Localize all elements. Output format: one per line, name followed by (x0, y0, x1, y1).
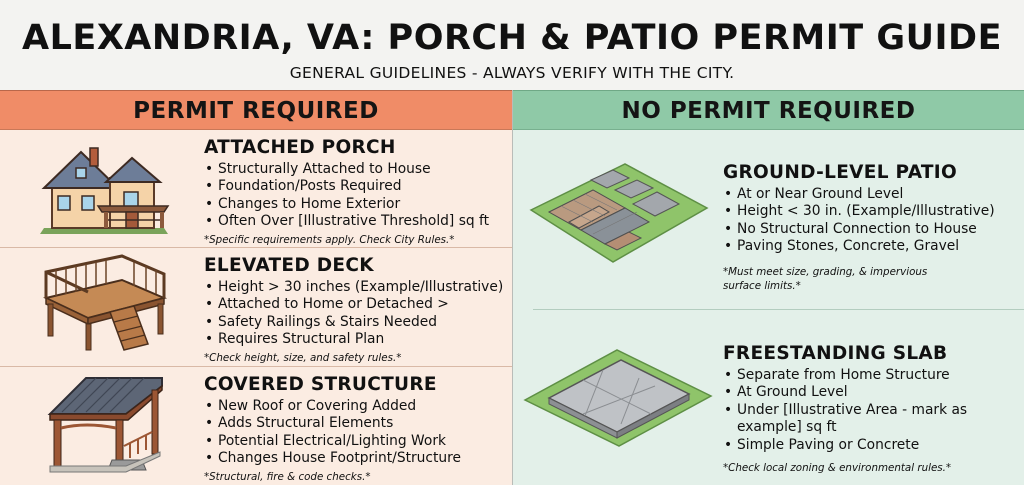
section-title: COVERED STRUCTURE (204, 374, 437, 395)
section-divider (0, 247, 512, 248)
list-item: • Attached to Home or Detached > (204, 296, 503, 313)
list-item: • Safety Railings & Stairs Needed (204, 314, 503, 331)
section-title: GROUND-LEVEL PATIO (723, 162, 958, 183)
concrete-slab-icon (523, 348, 713, 453)
list-item: • New Roof or Covering Added (204, 398, 461, 415)
list-item: • Height < 30 in. (Example/Illustrative) (723, 203, 995, 220)
section-divider (0, 366, 512, 367)
list-item: • Changes to Home Exterior (204, 196, 489, 213)
section-ground-level-patio (723, 162, 995, 293)
no-permit-heading: NO PERMIT REQUIRED (621, 98, 916, 124)
bullet-list (723, 367, 967, 454)
list-item: • Requires Structural Plan (204, 331, 503, 348)
section-divider (533, 309, 1024, 310)
permit-required-banner (0, 90, 512, 130)
permit-required-column (0, 90, 512, 485)
covered-pergola-icon (46, 374, 166, 479)
list-item: • Adds Structural Elements (204, 415, 461, 432)
paver-patio-icon (529, 156, 709, 281)
section-attached-porch (204, 137, 489, 247)
list-item: • No Structural Connection to House (723, 221, 995, 238)
list-item: • At or Near Ground Level (723, 186, 995, 203)
section-title: FREESTANDING SLAB (723, 343, 948, 364)
house-porch-icon (38, 140, 170, 243)
list-item: example] sq ft (737, 419, 837, 436)
list-item: • Changes House Footprint/Structure (204, 450, 461, 467)
section-note: *Specific requirements apply. Check City Rules.* (204, 233, 455, 246)
section-note-line: *Must meet size, grading, & impervious (723, 265, 928, 278)
bullet-list (723, 186, 995, 256)
section-note (723, 265, 995, 293)
no-permit-required-column (513, 90, 1024, 485)
list-item: • Often Over [Illustrative Threshold] sq ft (204, 213, 489, 230)
elevated-deck-icon (40, 254, 168, 359)
bullet-list (204, 161, 489, 231)
section-note: *Structural, fire & code checks.* (204, 470, 371, 483)
section-elevated-deck-content (204, 255, 503, 365)
list-item: • Under [Illustrative Area - mark as (723, 402, 967, 419)
bullet-list (204, 398, 461, 468)
list-item: • Structurally Attached to House (204, 161, 489, 178)
page-header (0, 0, 1024, 90)
list-item: • At Ground Level (723, 384, 967, 401)
page-subtitle: GENERAL GUIDELINES - ALWAYS VERIFY WITH THE CITY. (289, 64, 735, 82)
list-item: • Paving Stones, Concrete, Gravel (723, 238, 995, 255)
bullet-list (204, 279, 503, 349)
list-item: • Separate from Home Structure (723, 367, 967, 384)
no-permit-banner (513, 90, 1024, 130)
permit-required-heading: PERMIT REQUIRED (133, 98, 379, 124)
section-freestanding-slab (723, 343, 967, 475)
section-title: ELEVATED DECK (204, 255, 374, 276)
list-item: • Simple Paving or Concrete (723, 437, 967, 454)
section-title: ATTACHED PORCH (204, 137, 396, 158)
section-note-line: surface limits.* (723, 279, 801, 292)
list-item: • Potential Electrical/Lighting Work (204, 433, 461, 450)
section-note: *Check height, size, and safety rules.* (204, 351, 402, 364)
list-item: • Height > 30 inches (Example/Illustrative) (204, 279, 503, 296)
page-title: ALEXANDRIA, VA: PORCH & PATIO PERMIT GUIDE (22, 18, 1002, 58)
section-note: *Check local zoning & environmental rules.* (723, 462, 952, 475)
section-covered-structure (204, 374, 461, 484)
list-item: • Foundation/Posts Required (204, 178, 489, 195)
